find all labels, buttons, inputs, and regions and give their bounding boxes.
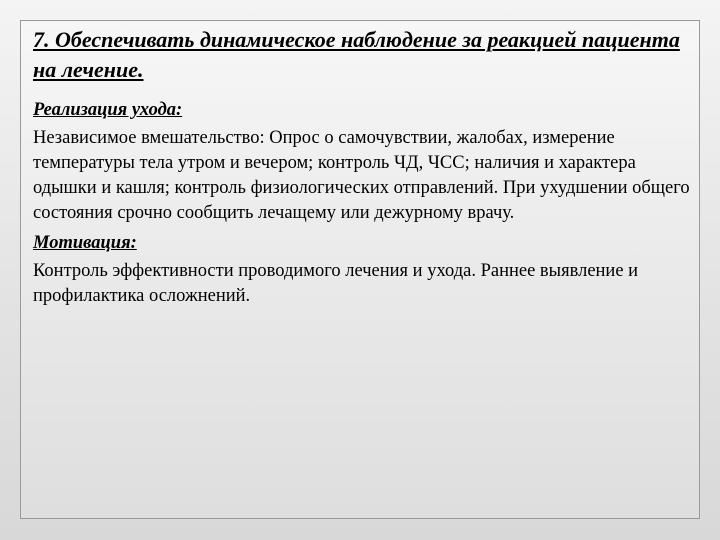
care-label: Реализация ухода: bbox=[33, 100, 183, 120]
motivation-label: Мотивация: bbox=[33, 233, 137, 253]
motivation-section bbox=[33, 231, 693, 309]
slide-heading: 7. Обеспечивать динамическое наблюдение за реакцией пациента на лечение. bbox=[33, 27, 680, 82]
care-section bbox=[33, 98, 693, 226]
care-text: Независимое вмешательство: Опрос о самочувствии, жалобах, измерение температуры тела утром и вечером; контроль ЧД, ЧСС; наличия и характера одышки и кашля; контроль физиологических отправлений. При ухудшении общего состояния срочно сообщить лечащему или дежурному врачу. bbox=[33, 128, 690, 223]
content-panel bbox=[20, 20, 700, 519]
motivation-text: Контроль эффективности проводимого лечения и ухода. Раннее выявление и профилактика осложнений. bbox=[33, 261, 639, 306]
